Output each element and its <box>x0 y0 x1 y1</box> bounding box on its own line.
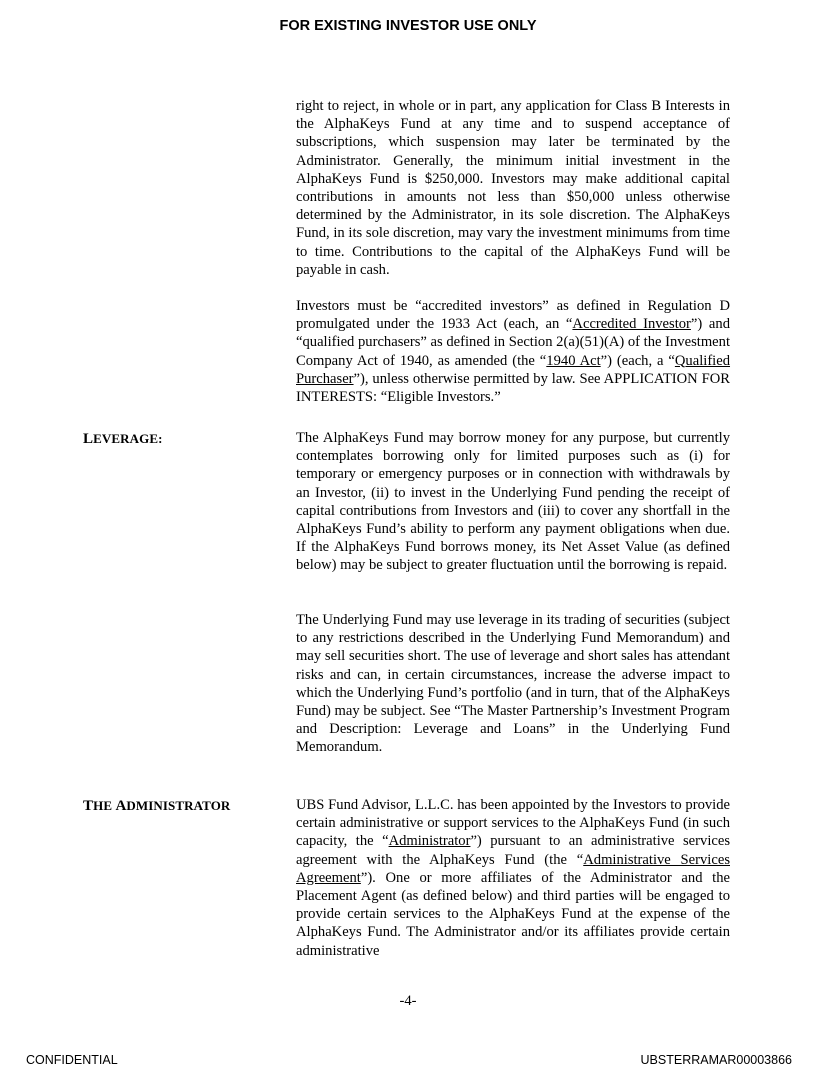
text-run: ”) (each, a “ <box>600 352 675 369</box>
text-run: ”). One or more affiliates of the Administrator and the Placement Agent (as defined below) and third parties will be engaged to provide certain services to the AlphaKeys Fund at the expense of the AlphaKeys Fund. The Administrator and/or its affiliates provide certain administrative <box>296 869 730 959</box>
administrator-paragraph-1 <box>296 796 730 960</box>
defined-term-accredited-investor: Accredited Investor <box>572 316 691 333</box>
leverage-paragraph-1: The AlphaKeys Fund may borrow money for any purpose, but currently contemplates borrowing only for limited purposes such as (i) for temporary or emergency purposes or in connection with withdrawals by an Investor, (ii) to invest in the Underlying Fund pending the receipt of capital contributions from Investors and (iii) to cover any shortfall in the AlphaKeys Fund’s ability to perform any payment obligations when due. If the AlphaKeys Fund borrows money, its Net Asset Value (as defined below) may be subject to greater fluctuation until the borrowing is repaid. <box>296 430 730 574</box>
text-run: UBS Fund Advisor, L.L.C. has been appointed by the Investors to provide certain administrative or support services to the AlphaKeys Fund (in such capacity, the “ <box>296 797 730 850</box>
text-run: Investors must be “accredited investors” as defined in Regulation D promulgated under the 1933 Act (each, an “ <box>296 298 730 333</box>
text-run: ”) pursuant to an administrative services agreement with the AlphaKeys Fund (the “ <box>296 833 731 868</box>
heading-initial: A <box>115 798 127 814</box>
intro-paragraph-2 <box>296 297 730 406</box>
leverage-paragraph-2: The Underlying Fund may use leverage in its trading of securities (subject to any restrictions described in the Underlying Fund Memorandum) and may sell securities short. The use of leverage and short sales has attendant risks and can, in certain circumstances, increase the adverse impact to which the Underlying Fund’s portfolio (and in turn, that of the AlphaKeys Fund) may be subject. See “The Master Partnership’s Investment Program and Description: Leverage and Loans” in the Underlying Fund Memorandum. <box>296 612 730 756</box>
heading-initial: L <box>83 431 94 447</box>
heading-rest: EVERAGE: <box>93 431 163 446</box>
defined-term-administrative-services-agreement: Administrative Services Agreement <box>296 851 730 886</box>
leverage-heading <box>83 431 163 448</box>
confidential-label: CONFIDENTIAL <box>26 1053 118 1067</box>
administrator-heading <box>83 798 230 815</box>
heading-rest: HE <box>93 798 116 813</box>
page-header: FOR EXISTING INVESTOR USE ONLY <box>279 18 537 34</box>
text-run: ”) and “qualified purchasers” as defined in Section 2(a)(51)(A) of the Investment Company Act of 1940, as amended (the “ <box>296 316 731 369</box>
page-number: -4- <box>399 993 417 1009</box>
heading-rest: DMINISTRATOR <box>126 798 231 813</box>
defined-term-qualified-purchaser: Qualified Purchaser <box>296 352 731 387</box>
bates-number: UBSTERRAMAR00003866 <box>640 1053 792 1067</box>
intro-paragraph-1: right to reject, in whole or in part, any application for Class B Interests in the AlphaKeys Fund at any time and to suspend acceptance of subscriptions, which suspension may later be terminated by the Administrator. Generally, the minimum initial investment in the AlphaKeys Fund is $250,000. Investors may make additional capital contributions in amounts not less than $50,000 unless otherwise determined by the Administrator, in its sole discretion. The AlphaKeys Fund, in its sole discretion, may vary the investment minimums from time to time. Contributions to the capital of the AlphaKeys Fund will be payable in cash. <box>296 98 730 278</box>
defined-term-1940-act: 1940 Act <box>546 352 601 369</box>
heading-initial: T <box>83 798 94 814</box>
defined-term-administrator: Administrator <box>388 833 471 850</box>
text-run: ”), unless otherwise permitted by law. See APPLICATION FOR INTERESTS: “Eligible Investors.” <box>296 370 730 406</box>
